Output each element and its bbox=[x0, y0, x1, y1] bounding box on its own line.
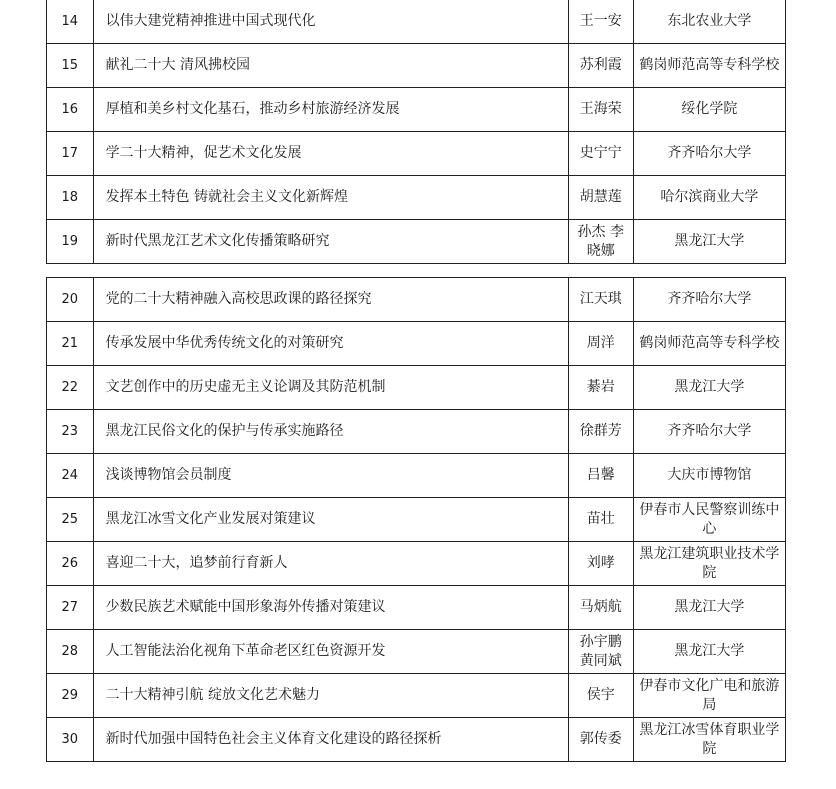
table-row bbox=[47, 542, 786, 586]
author-name: 江天琪 bbox=[568, 278, 633, 322]
row-number: 30 bbox=[47, 718, 94, 762]
paper-title: 文艺创作中的历史虚无主义论调及其防范机制 bbox=[93, 366, 568, 410]
institution: 大庆市博物馆 bbox=[633, 454, 785, 498]
paper-title: 人工智能法治化视角下革命老区红色资源开发 bbox=[93, 630, 568, 674]
results-table-bottom bbox=[46, 277, 786, 762]
row-number: 21 bbox=[47, 322, 94, 366]
table-row bbox=[47, 322, 786, 366]
table-row bbox=[47, 44, 786, 88]
results-table-top bbox=[46, 0, 786, 264]
table-row bbox=[47, 0, 786, 44]
paper-title: 黑龙江民俗文化的保护与传承实施路径 bbox=[93, 410, 568, 454]
institution: 齐齐哈尔大学 bbox=[633, 410, 785, 454]
institution: 黑龙江大学 bbox=[633, 630, 785, 674]
institution: 黑龙江大学 bbox=[633, 586, 785, 630]
row-number: 19 bbox=[47, 220, 94, 264]
row-number: 20 bbox=[47, 278, 94, 322]
table-row bbox=[47, 410, 786, 454]
author-name: 徐群芳 bbox=[568, 410, 633, 454]
paper-title: 新时代黑龙江艺术文化传播策略研究 bbox=[93, 220, 568, 264]
author-name: 马炳航 bbox=[568, 586, 633, 630]
table-row bbox=[47, 278, 786, 322]
institution: 东北农业大学 bbox=[633, 0, 785, 44]
row-number: 23 bbox=[47, 410, 94, 454]
table-row bbox=[47, 220, 786, 264]
paper-title: 发挥本土特色 铸就社会主义文化新辉煌 bbox=[93, 176, 568, 220]
author-name: 苏利霞 bbox=[568, 44, 633, 88]
institution: 黑龙江冰雪体育职业学院 bbox=[633, 718, 785, 762]
author-name: 王海荣 bbox=[568, 88, 633, 132]
row-number: 18 bbox=[47, 176, 94, 220]
table-row bbox=[47, 498, 786, 542]
author-name: 史宁宁 bbox=[568, 132, 633, 176]
row-number: 28 bbox=[47, 630, 94, 674]
institution: 绥化学院 bbox=[633, 88, 785, 132]
institution: 伊春市人民警察训练中心 bbox=[633, 498, 785, 542]
author-name: 侯宇 bbox=[568, 674, 633, 718]
table-row bbox=[47, 454, 786, 498]
institution: 哈尔滨商业大学 bbox=[633, 176, 785, 220]
paper-title: 新时代加强中国特色社会主义体育文化建设的路径探析 bbox=[93, 718, 568, 762]
row-number: 14 bbox=[47, 0, 94, 44]
row-number: 27 bbox=[47, 586, 94, 630]
author-name: 周洋 bbox=[568, 322, 633, 366]
table-row bbox=[47, 674, 786, 718]
table-row bbox=[47, 630, 786, 674]
table-row bbox=[47, 88, 786, 132]
institution: 黑龙江大学 bbox=[633, 220, 785, 264]
author-name: 苗壮 bbox=[568, 498, 633, 542]
institution: 鹤岗师范高等专科学校 bbox=[633, 44, 785, 88]
table-row bbox=[47, 718, 786, 762]
author-name: 綦岩 bbox=[568, 366, 633, 410]
paper-title: 喜迎二十大，追梦前行育新人 bbox=[93, 542, 568, 586]
row-number: 17 bbox=[47, 132, 94, 176]
paper-title: 献礼二十大 清风拂校园 bbox=[93, 44, 568, 88]
author-name: 刘哮 bbox=[568, 542, 633, 586]
row-number: 16 bbox=[47, 88, 94, 132]
author-name: 郭传委 bbox=[568, 718, 633, 762]
row-number: 15 bbox=[47, 44, 94, 88]
paper-title: 少数民族艺术赋能中国形象海外传播对策建议 bbox=[93, 586, 568, 630]
paper-title: 浅谈博物馆会员制度 bbox=[93, 454, 568, 498]
paper-title: 二十大精神引航 绽放文化艺术魅力 bbox=[93, 674, 568, 718]
author-name: 孙宇鹏 黄同斌 bbox=[568, 630, 633, 674]
table-row bbox=[47, 176, 786, 220]
institution: 黑龙江大学 bbox=[633, 366, 785, 410]
paper-title: 党的二十大精神融入高校思政课的路径探究 bbox=[93, 278, 568, 322]
institution: 鹤岗师范高等专科学校 bbox=[633, 322, 785, 366]
row-number: 24 bbox=[47, 454, 94, 498]
paper-title: 以伟大建党精神推进中国式现代化 bbox=[93, 0, 568, 44]
table-row bbox=[47, 366, 786, 410]
institution: 齐齐哈尔大学 bbox=[633, 278, 785, 322]
author-name: 孙杰 李晓娜 bbox=[568, 220, 633, 264]
row-number: 26 bbox=[47, 542, 94, 586]
table-row bbox=[47, 586, 786, 630]
author-name: 王一安 bbox=[568, 0, 633, 44]
row-number: 22 bbox=[47, 366, 94, 410]
row-number: 25 bbox=[47, 498, 94, 542]
institution: 伊春市文化广电和旅游局 bbox=[633, 674, 785, 718]
author-name: 胡慧莲 bbox=[568, 176, 633, 220]
paper-title: 厚植和美乡村文化基石，推动乡村旅游经济发展 bbox=[93, 88, 568, 132]
paper-title: 学二十大精神，促艺术文化发展 bbox=[93, 132, 568, 176]
row-number: 29 bbox=[47, 674, 94, 718]
author-name: 吕馨 bbox=[568, 454, 633, 498]
table-row bbox=[47, 132, 786, 176]
institution: 黑龙江建筑职业技术学院 bbox=[633, 542, 785, 586]
paper-title: 黑龙江冰雪文化产业发展对策建议 bbox=[93, 498, 568, 542]
institution: 齐齐哈尔大学 bbox=[633, 132, 785, 176]
paper-title: 传承发展中华优秀传统文化的对策研究 bbox=[93, 322, 568, 366]
